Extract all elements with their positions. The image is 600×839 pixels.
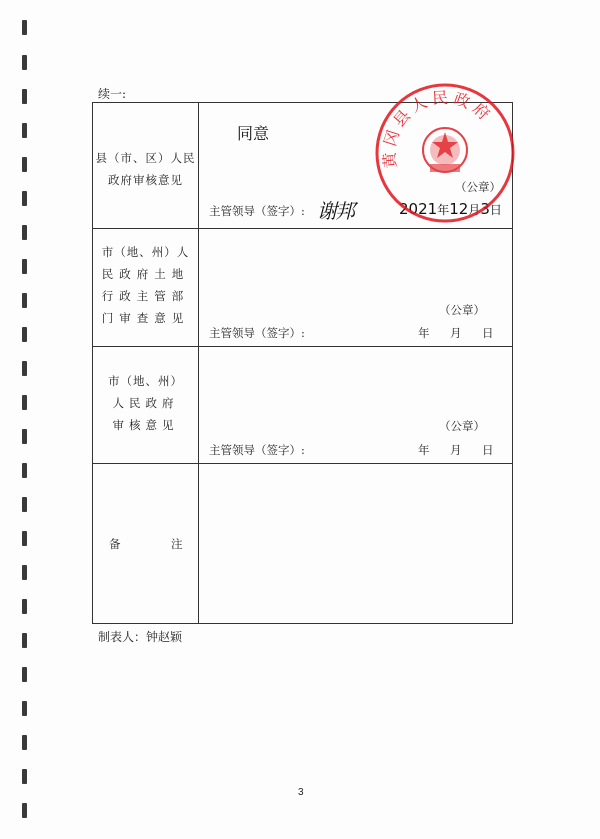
land-dept-review-cell: （公章） 主管领导（签字）: 年 月 日 [199,229,513,347]
seal-label: （公章） [455,180,501,194]
opinion-handwriting: 同意 [237,124,270,143]
city-gov-review-cell: （公章） 主管领导（签字）: 年 月 日 [199,347,513,464]
preparer-label: 制表人：钟赵颖 [98,630,183,644]
official-seal [372,80,518,226]
signature: 谢邦 [317,199,353,223]
continuation-label: 续一: [98,87,127,101]
county-review-header: 县（市、区）人民 政府审核意见 [93,103,199,229]
seal-text: 黄冈县人民政府 [379,87,497,170]
signer-label: 主管领导（签字）: [209,326,305,340]
remarks-header: 备 注 [93,464,199,624]
date-handwritten: 2021年12月3日 [399,200,502,218]
remarks-cell [199,464,513,624]
page-number: 3 [298,787,304,798]
binding-holes [22,0,32,839]
city-gov-review-header: 市（地、州） 人民政府 审核意见 [93,347,199,464]
seal-label: （公章） [439,419,485,433]
seal-label: （公章） [439,303,485,317]
signer-label: 主管领导（签字）: [209,204,305,218]
national-emblem-icon [423,128,467,172]
signer-label: 主管领导（签字）: [209,443,305,457]
land-dept-review-header: 市（地、州）人 民政府土地 行政主管部 门审查意见 [93,229,199,347]
